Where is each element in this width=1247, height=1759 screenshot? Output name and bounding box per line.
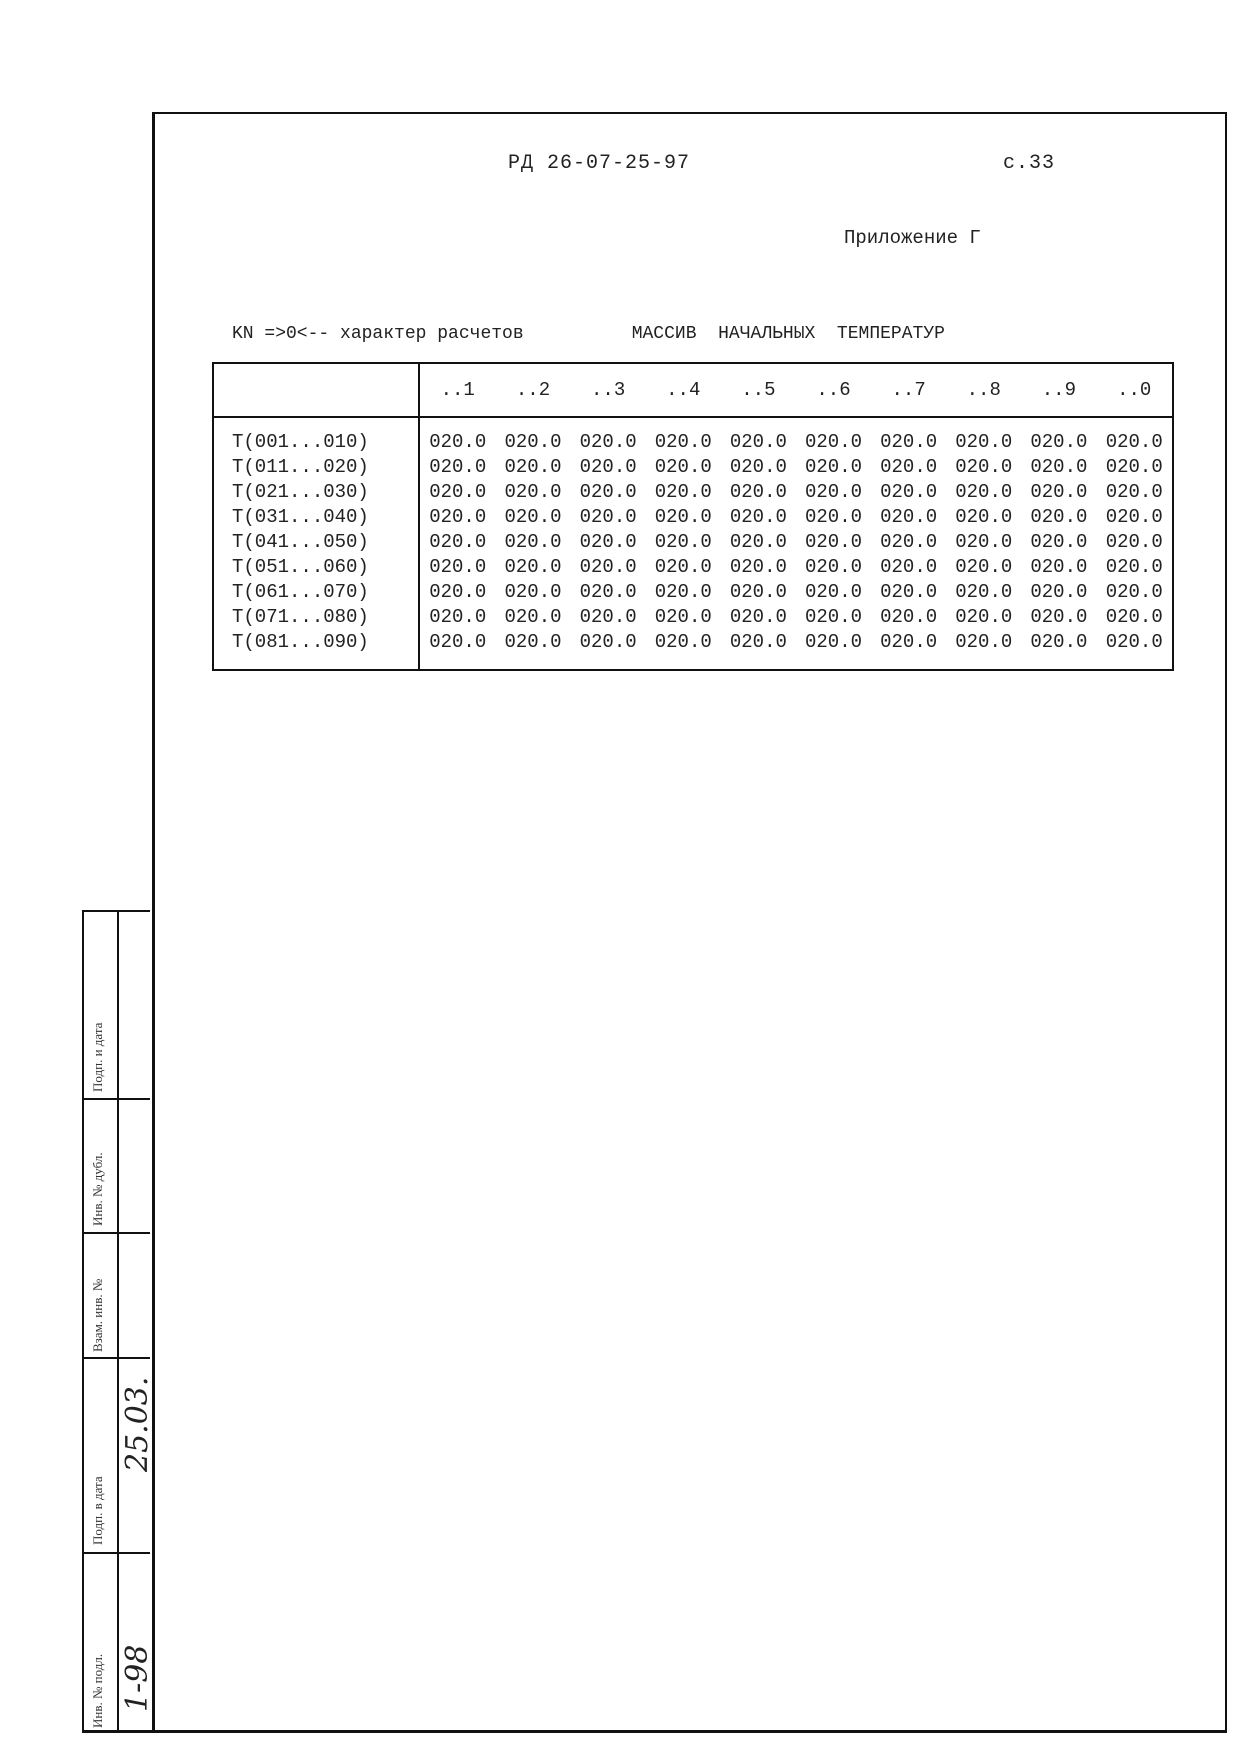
- temperature-cell: 020.0: [880, 581, 938, 603]
- temperature-cell: 020.0: [654, 606, 712, 628]
- temperature-cell: 020.0: [1030, 606, 1088, 628]
- column-header: ..6: [796, 363, 871, 417]
- temperature-cell: 020.0: [504, 581, 562, 603]
- table-row: [213, 605, 1173, 630]
- temperature-cell: 020.0: [1105, 606, 1163, 628]
- row-label: T(081...090): [213, 630, 419, 670]
- column-header: ..4: [646, 363, 721, 417]
- column-header: ..2: [495, 363, 570, 417]
- stamp-divider: [84, 1098, 150, 1100]
- corner-cell: [213, 363, 419, 417]
- row-label: T(051...060): [213, 555, 419, 580]
- temperature-cell: 020.0: [654, 531, 712, 553]
- row-label: T(061...070): [213, 580, 419, 605]
- table-header-row: [213, 363, 1173, 417]
- temperature-cell: 020.0: [654, 631, 712, 653]
- caption-left: KN =>0<-- характер расчетов: [232, 324, 524, 344]
- temperature-cell: 020.0: [429, 581, 487, 603]
- frame-right: [1225, 112, 1227, 1732]
- temperature-cell: 020.0: [1030, 456, 1088, 478]
- temperature-cell: 020.0: [955, 606, 1013, 628]
- table-row: [213, 505, 1173, 530]
- temperature-cell: 020.0: [1105, 506, 1163, 528]
- temperature-cell: 020.0: [579, 631, 637, 653]
- stamp-divider: [84, 1357, 150, 1359]
- temperature-cell: 020.0: [654, 481, 712, 503]
- stamp-label: Инв. № подл.: [90, 1653, 105, 1728]
- temperature-cell: 020.0: [729, 481, 787, 503]
- table-row: [213, 455, 1173, 480]
- stamp-divider: [84, 1232, 150, 1234]
- temperature-cell: 020.0: [1105, 581, 1163, 603]
- temperature-cell: 020.0: [880, 456, 938, 478]
- row-label: T(021...030): [213, 480, 419, 505]
- temperature-cell: 020.0: [429, 431, 487, 453]
- handwritten-number: 1-98: [120, 1644, 155, 1712]
- temperature-cell: 020.0: [805, 506, 863, 528]
- caption-right: МАССИВ НАЧАЛЬНЫХ ТЕМПЕРАТУР: [631, 324, 945, 344]
- temperature-cell: 020.0: [654, 431, 712, 453]
- temperature-cell: 020.0: [579, 431, 637, 453]
- temperature-cell: 020.0: [429, 531, 487, 553]
- temperature-cell: 020.0: [429, 456, 487, 478]
- temperature-cell: 020.0: [1105, 431, 1163, 453]
- table-row: [213, 580, 1173, 605]
- temperature-cell: 020.0: [1030, 506, 1088, 528]
- row-label: T(011...020): [213, 455, 419, 480]
- column-header: ..7: [871, 363, 946, 417]
- temperature-cell: 020.0: [805, 606, 863, 628]
- appendix-label: Приложение Г: [844, 227, 981, 249]
- temperature-cell: 020.0: [504, 631, 562, 653]
- table-row: [213, 555, 1173, 580]
- temperature-cell: 020.0: [504, 506, 562, 528]
- column-header: ..1: [419, 363, 495, 417]
- temperature-cell: 020.0: [654, 456, 712, 478]
- stamp-divider: [117, 912, 119, 1732]
- temperature-cell: 020.0: [880, 606, 938, 628]
- row-label: T(001...010): [213, 417, 419, 455]
- row-label: T(041...050): [213, 530, 419, 555]
- frame-bottom: [82, 1730, 1227, 1733]
- temperature-cell: 020.0: [1030, 431, 1088, 453]
- temperature-cell: 020.0: [729, 581, 787, 603]
- temperature-cell: 020.0: [504, 606, 562, 628]
- temperature-cell: 020.0: [654, 581, 712, 603]
- table-row: [213, 630, 1173, 670]
- frame-top: [152, 112, 1227, 114]
- document-code: РД 26-07-25-97: [508, 152, 691, 175]
- temperature-cell: 020.0: [579, 506, 637, 528]
- temperature-cell: 020.0: [654, 556, 712, 578]
- temperature-cell: 020.0: [729, 631, 787, 653]
- temperature-cell: 020.0: [504, 481, 562, 503]
- temperature-cell: 020.0: [429, 631, 487, 653]
- column-header: ..8: [946, 363, 1021, 417]
- temperature-cell: 020.0: [880, 531, 938, 553]
- temperature-cell: 020.0: [955, 631, 1013, 653]
- column-header: ..9: [1021, 363, 1096, 417]
- temperature-cell: 020.0: [579, 481, 637, 503]
- frame-left: [152, 112, 155, 1732]
- temperature-cell: 020.0: [504, 456, 562, 478]
- temperature-cell: 020.0: [955, 431, 1013, 453]
- temperature-cell: 020.0: [429, 506, 487, 528]
- stamp-divider: [84, 1552, 150, 1554]
- temperature-cell: 020.0: [1030, 556, 1088, 578]
- temperature-cell: 020.0: [429, 606, 487, 628]
- temperature-cell: 020.0: [429, 556, 487, 578]
- temperature-cell: 020.0: [729, 531, 787, 553]
- side-stamp: [82, 910, 155, 1732]
- temperature-cell: 020.0: [805, 531, 863, 553]
- temperature-cell: 020.0: [955, 531, 1013, 553]
- table-row: [213, 480, 1173, 505]
- row-label: T(031...040): [213, 505, 419, 530]
- temperature-cell: 020.0: [504, 531, 562, 553]
- temperature-cell: 020.0: [579, 556, 637, 578]
- temperature-cell: 020.0: [429, 481, 487, 503]
- stamp-label: Подп. и дата: [90, 1022, 105, 1092]
- table-caption: [232, 324, 945, 344]
- temperature-cell: 020.0: [805, 481, 863, 503]
- temperature-cell: 020.0: [1030, 531, 1088, 553]
- temperature-cell: 020.0: [955, 456, 1013, 478]
- column-header: ..0: [1096, 363, 1173, 417]
- page-number: с.33: [1003, 152, 1056, 175]
- temperature-cell: 020.0: [805, 456, 863, 478]
- temperature-cell: 020.0: [955, 506, 1013, 528]
- temperature-cell: 020.0: [880, 431, 938, 453]
- temperature-cell: 020.0: [955, 581, 1013, 603]
- temperature-cell: 020.0: [729, 431, 787, 453]
- temperature-cell: 020.0: [504, 556, 562, 578]
- stamp-label: Инв. № дубл.: [90, 1152, 105, 1226]
- temperature-cell: 020.0: [805, 556, 863, 578]
- temperature-cell: 020.0: [504, 431, 562, 453]
- temperature-cell: 020.0: [805, 631, 863, 653]
- column-header: ..5: [721, 363, 796, 417]
- temperature-cell: 020.0: [654, 506, 712, 528]
- temperature-cell: 020.0: [1030, 481, 1088, 503]
- temperature-cell: 020.0: [805, 431, 863, 453]
- temperature-cell: 020.0: [1105, 631, 1163, 653]
- temperature-cell: 020.0: [1105, 481, 1163, 503]
- temperature-cell: 020.0: [1105, 556, 1163, 578]
- column-header: ..3: [571, 363, 646, 417]
- temperature-cell: 020.0: [1030, 581, 1088, 603]
- temperature-cell: 020.0: [880, 556, 938, 578]
- temperature-cell: 020.0: [729, 556, 787, 578]
- table-row: [213, 417, 1173, 455]
- handwritten-date: 25.03.: [120, 1376, 155, 1472]
- temperature-cell: 020.0: [955, 481, 1013, 503]
- temperature-cell: 020.0: [579, 531, 637, 553]
- stamp-label: Подп. в дата: [90, 1476, 105, 1545]
- initial-temperature-table: [212, 362, 1174, 671]
- temperature-cell: 020.0: [805, 581, 863, 603]
- temperature-cell: 020.0: [579, 606, 637, 628]
- temperature-cell: 020.0: [579, 581, 637, 603]
- temperature-cell: 020.0: [880, 631, 938, 653]
- table-row: [213, 530, 1173, 555]
- temperature-cell: 020.0: [1105, 531, 1163, 553]
- table-body: [213, 417, 1173, 670]
- temperature-cell: 020.0: [729, 456, 787, 478]
- temperature-cell: 020.0: [955, 556, 1013, 578]
- temperature-cell: 020.0: [880, 481, 938, 503]
- stamp-label: Взам. инв. №: [90, 1278, 105, 1352]
- temperature-cell: 020.0: [1105, 456, 1163, 478]
- temperature-cell: 020.0: [880, 506, 938, 528]
- row-label: T(071...080): [213, 605, 419, 630]
- temperature-cell: 020.0: [729, 606, 787, 628]
- temperature-cell: 020.0: [729, 506, 787, 528]
- temperature-cell: 020.0: [579, 456, 637, 478]
- temperature-cell: 020.0: [1030, 631, 1088, 653]
